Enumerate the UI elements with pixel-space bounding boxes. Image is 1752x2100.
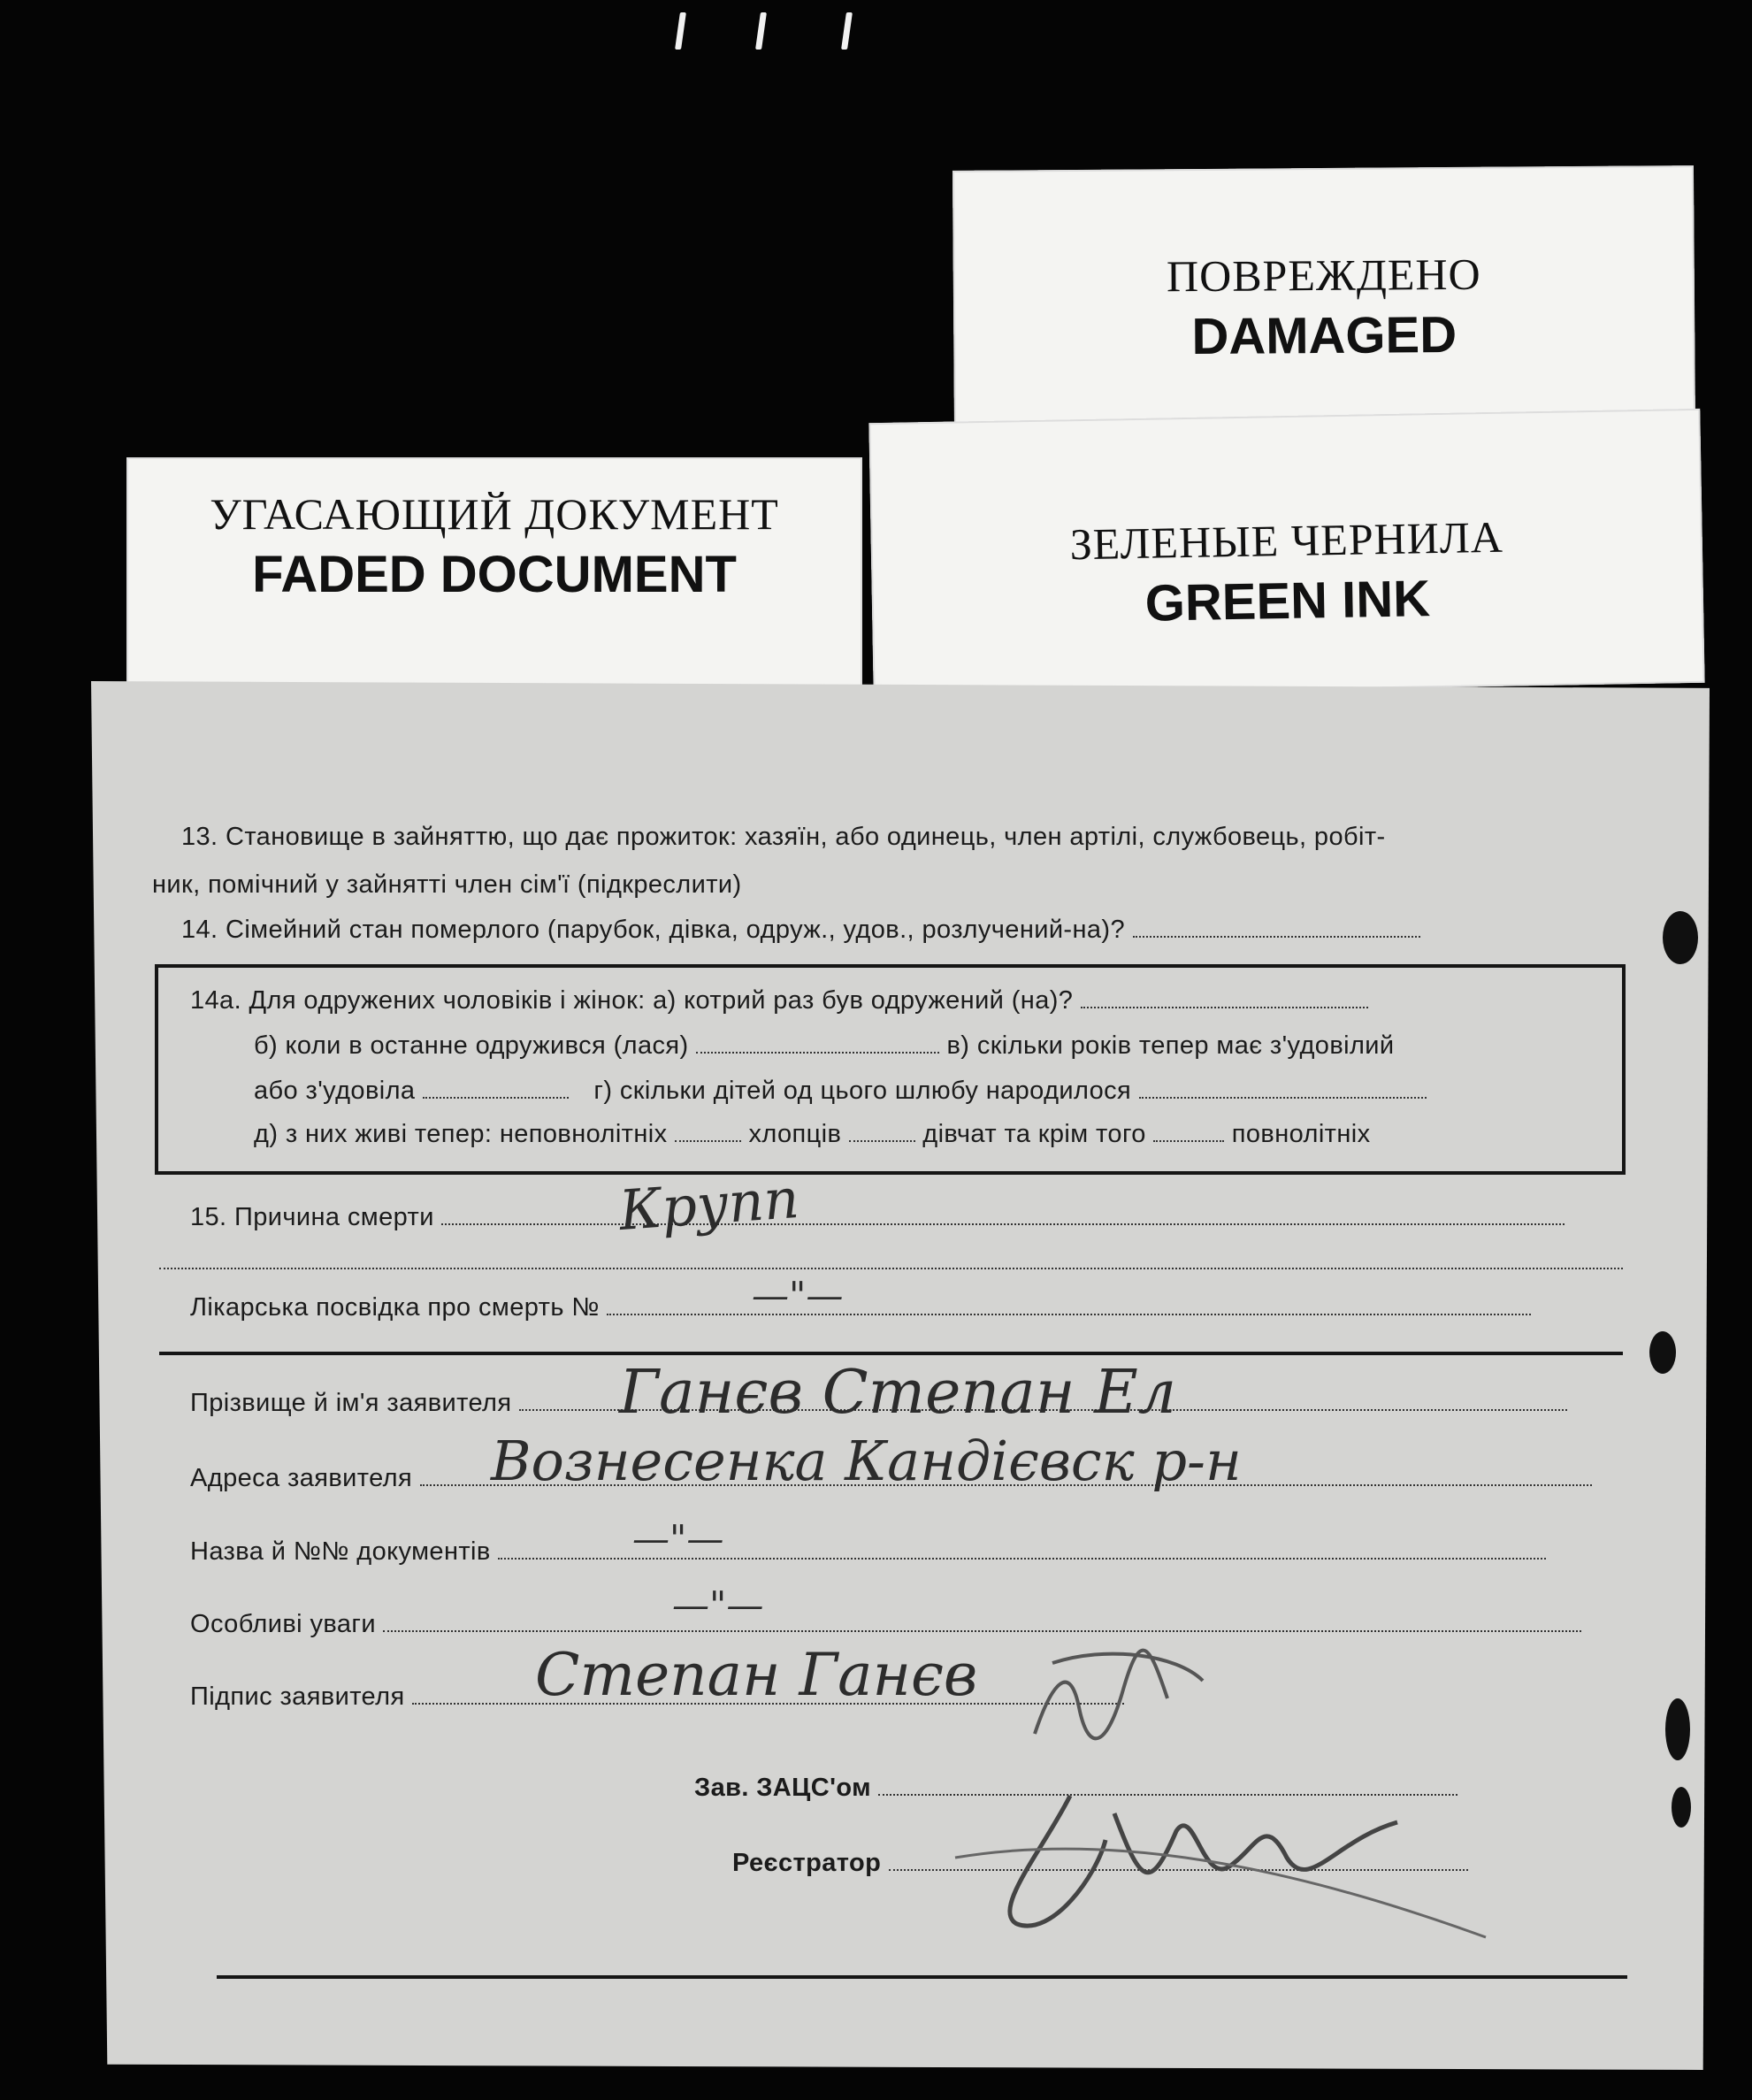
applicant-signature-label: Підпис заявителя	[190, 1682, 405, 1711]
film-mark	[755, 12, 767, 50]
faded-label-card	[126, 457, 862, 696]
item14a-line3-label-widowed: або з'удовіла	[254, 1077, 416, 1105]
head-label: Зав. ЗАЦС'ом	[694, 1774, 871, 1802]
green-ink-label-card	[868, 409, 1704, 697]
registrar-label: Реєстратор	[732, 1849, 882, 1877]
applicant-name-label: Прізвище й ім'я заявителя	[190, 1389, 512, 1417]
punch-hole	[1672, 1787, 1691, 1828]
item14a-line4-label-boys: хлопців	[748, 1120, 842, 1148]
item14a-line1-label: 14а. Для одружених чоловіків і жінок: а) котрий раз був одружений (на)?	[190, 986, 1074, 1015]
handwritten-medical-no: —"—	[752, 1274, 844, 1317]
film-mark	[841, 12, 853, 50]
registrar-signature-scribble	[937, 1760, 1495, 1955]
item14-marital-status	[181, 916, 1420, 945]
item14a-field-a	[1081, 987, 1368, 1008]
item14a-field-v	[423, 1077, 569, 1099]
applicant-address-label: Адреса заявителя	[190, 1464, 413, 1492]
section-divider	[159, 1352, 1623, 1355]
item14-field	[1133, 916, 1420, 938]
film-mark	[675, 12, 686, 50]
damaged-label-card	[953, 165, 1695, 436]
item14a-line2-label-v: в) скільки років тепер має з'удовілий	[946, 1031, 1395, 1060]
handwritten-signature: Степан Ганєв	[535, 1641, 978, 1709]
medical-certificate-label: Лікарська посвідка про смерть №	[190, 1293, 600, 1322]
item14-label: 14. Сімейний стан померлого (парубок, дівка, одруж., удов., розлучений-на)?	[181, 916, 1126, 944]
item14a-line4-label-adults: повнолітніх	[1231, 1120, 1371, 1148]
item14a-line2-label-b: б) коли в останне одружився (лася)	[254, 1031, 689, 1060]
item14a-field-b	[696, 1032, 939, 1054]
item14a-line1	[190, 986, 1368, 1016]
item15-cause-of-death	[190, 1203, 1565, 1232]
item14a-line4-label-minors: д) з них живі тепер: неповнолітніх	[254, 1120, 668, 1148]
documents-label: Назва й №№ документів	[190, 1537, 491, 1566]
damaged-label-ru: ПОВРЕЖДЕНО	[1166, 249, 1481, 302]
handwritten-name: Ганєв Степан Ел	[619, 1358, 1177, 1428]
punch-hole	[1663, 911, 1698, 964]
medical-certificate-field	[607, 1294, 1531, 1315]
handwritten-documents: —"—	[632, 1517, 724, 1560]
item15-field-line2	[159, 1248, 1623, 1269]
item14a-field-adults	[1153, 1121, 1224, 1142]
item15-label: 15. Причина смерти	[190, 1203, 434, 1231]
item14a-line4-label-girls: дівчат та крім того	[922, 1120, 1146, 1148]
item13-line1: 13. Становище в зайняттю, що дає прожиток: хазяїн, або одинець, член артілі, службовець, робіт-	[181, 823, 1386, 851]
handwritten-cause: Крупп	[616, 1165, 801, 1244]
faded-label-ru: УГАСАЮЩИЙ ДОКУМЕНТ	[210, 489, 779, 539]
item14a-field-boys	[849, 1121, 915, 1142]
bottom-rule	[217, 1975, 1627, 1979]
item14a-line3-label-g: г) скільки дітей од цього шлюбу народилося	[593, 1077, 1132, 1105]
item14a-line3	[254, 1077, 1427, 1106]
item13-line2: ник, помічний у зайнятті член сім'ї (підкреслити)	[152, 870, 742, 899]
medical-certificate	[190, 1293, 1531, 1322]
item14a-field-minors	[675, 1121, 741, 1142]
green-ink-label-en: GREEN INK	[1144, 570, 1431, 632]
punch-hole	[1665, 1698, 1690, 1760]
documents-row	[190, 1537, 1546, 1567]
item15-field	[441, 1204, 1565, 1225]
item14a-line4	[254, 1120, 1371, 1149]
item14a-field-g	[1139, 1077, 1427, 1099]
green-ink-label-ru: ЗЕЛЕНЫЕ ЧЕРНИЛА	[1069, 511, 1504, 570]
damaged-label-en: DAMAGED	[1191, 305, 1457, 366]
item15-continuation	[159, 1247, 1623, 1276]
punch-hole	[1649, 1331, 1676, 1374]
item14a-line2	[254, 1031, 1395, 1061]
notes-field	[383, 1611, 1581, 1632]
head-signature-scribble	[999, 1628, 1229, 1769]
handwritten-address: Вознесенка Кандієвск р-н	[491, 1429, 1242, 1493]
notes-label: Особливі уваги	[190, 1610, 376, 1638]
notes-row	[190, 1610, 1581, 1639]
faded-label-en: FADED DOCUMENT	[252, 546, 737, 603]
handwritten-notes: —"—	[672, 1583, 764, 1627]
